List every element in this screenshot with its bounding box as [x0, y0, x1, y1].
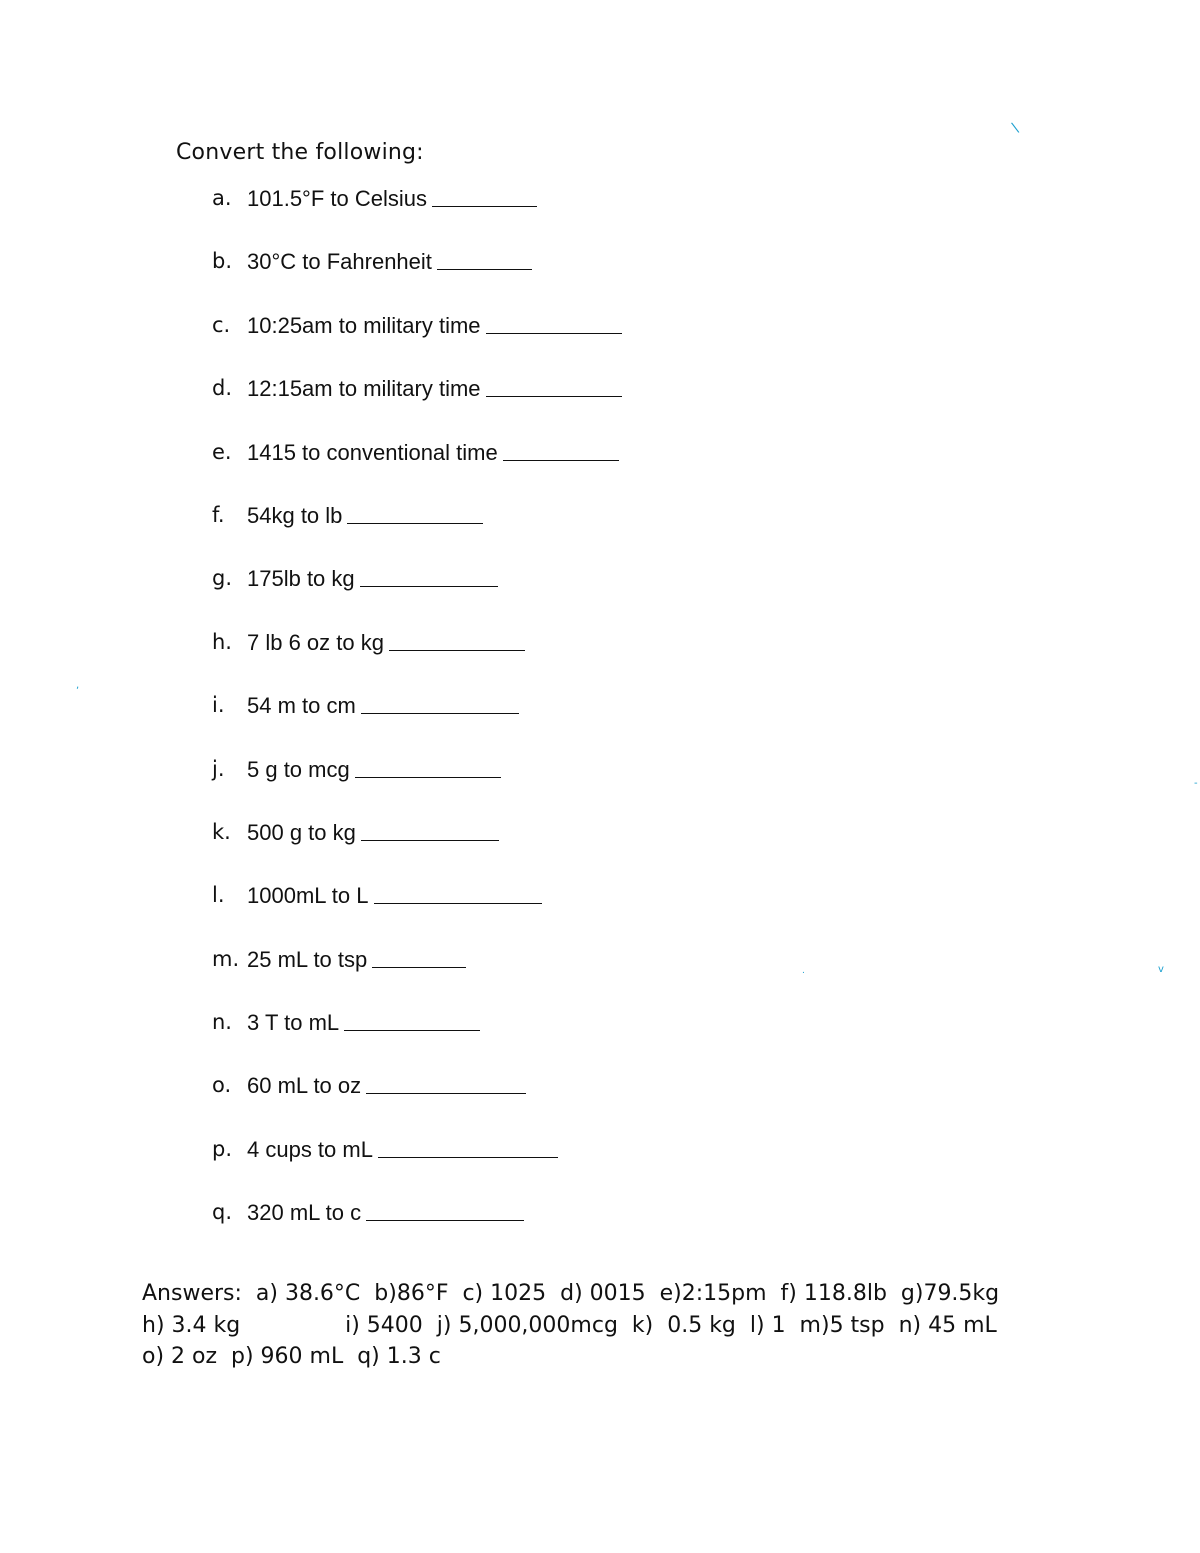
question-list: [212, 186, 622, 1264]
item-marker: j.: [212, 756, 225, 781]
answer-blank: [437, 249, 532, 270]
item-marker: i.: [212, 693, 225, 718]
answer-blank: [355, 757, 501, 778]
scan-speck: \: [1010, 119, 1021, 137]
item-marker: h.: [212, 629, 232, 654]
answer-blank: [374, 883, 542, 904]
item-text: 5 g to mcg: [247, 756, 350, 782]
scan-speck: ,: [76, 680, 80, 691]
item-marker: f.: [212, 502, 225, 527]
answer-blank: [486, 313, 622, 334]
list-item: [212, 883, 622, 946]
item-marker: m.: [212, 946, 240, 971]
answer-key: [142, 1278, 1102, 1373]
item-text: 1415 to conventional time: [247, 439, 498, 465]
item-marker: q.: [212, 1200, 233, 1225]
item-marker: g.: [212, 566, 233, 591]
item-text: 54 m to cm: [247, 693, 356, 719]
answer-blank: [344, 1010, 480, 1031]
item-text: 1000mL to L: [247, 883, 369, 909]
list-item: [212, 1200, 622, 1263]
list-item: [212, 1010, 622, 1073]
answer-blank: [347, 503, 483, 524]
item-marker: b.: [212, 249, 233, 274]
item-text: 25 mL to tsp: [247, 946, 368, 972]
item-marker: n.: [212, 1010, 232, 1035]
item-text: 10:25am to military time: [247, 312, 481, 338]
item-marker: p.: [212, 1136, 233, 1161]
answer-blank: [372, 947, 466, 968]
item-marker: l.: [212, 883, 225, 908]
list-item: [212, 1073, 622, 1136]
answer-line: Answers: a) 38.6°C b)86°F c) 1025 d) 0015 e)2:15pm f) 118.8lb g)79.5kg: [142, 1281, 1000, 1306]
item-marker: c.: [212, 312, 231, 337]
list-item: [212, 1137, 622, 1200]
list-item: [212, 693, 622, 756]
answer-blank: [503, 440, 619, 461]
answer-blank: [378, 1137, 558, 1158]
list-item: [212, 630, 622, 693]
item-text: 320 mL to c: [247, 1200, 362, 1226]
answer-line: h) 3.4 kg i) 5400 j) 5,000,000mcg k) 0.5 kg l) 1 m)5 tsp n) 45 mL: [142, 1312, 997, 1338]
list-item: [212, 440, 622, 503]
list-item: [212, 249, 622, 312]
item-text: 30°C to Fahrenheit: [247, 249, 432, 275]
list-item: [212, 757, 622, 820]
item-marker: d.: [212, 376, 233, 401]
answer-blank: [366, 1073, 526, 1094]
scan-speck: -: [1194, 778, 1198, 789]
answer-blank: [360, 566, 498, 587]
answer-blank: [389, 630, 525, 651]
worksheet-heading: Convert the following:: [176, 140, 424, 165]
scan-speck: .: [802, 966, 805, 976]
item-text: 4 cups to mL: [247, 1136, 373, 1162]
list-item: [212, 313, 622, 376]
answer-line: o) 2 oz p) 960 mL q) 1.3 c: [142, 1344, 441, 1369]
answer-blank: [366, 1200, 524, 1221]
item-text: 3 T to mL: [247, 1010, 340, 1036]
scan-speck: v: [1158, 964, 1164, 975]
item-marker: o.: [212, 1073, 232, 1098]
item-text: 60 mL to oz: [247, 1073, 362, 1099]
answer-blank: [486, 376, 622, 397]
list-item: [212, 376, 622, 439]
item-marker: a.: [212, 186, 232, 210]
item-marker: e.: [212, 439, 232, 464]
item-text: 7 lb 6 oz to kg: [247, 629, 384, 655]
list-item: [212, 820, 622, 883]
list-item: [212, 186, 622, 249]
item-text: 101.5°F to Celsius: [247, 186, 427, 211]
list-item: [212, 947, 622, 1010]
item-marker: k.: [212, 819, 231, 844]
item-text: 175lb to kg: [247, 566, 355, 592]
list-item: [212, 503, 622, 566]
item-text: 500 g to kg: [247, 819, 356, 845]
item-text: 12:15am to military time: [247, 376, 481, 402]
answer-blank: [361, 693, 519, 714]
list-item: [212, 566, 622, 629]
item-text: 54kg to lb: [247, 502, 343, 528]
answer-blank: [361, 820, 499, 841]
answer-blank: [432, 186, 537, 207]
